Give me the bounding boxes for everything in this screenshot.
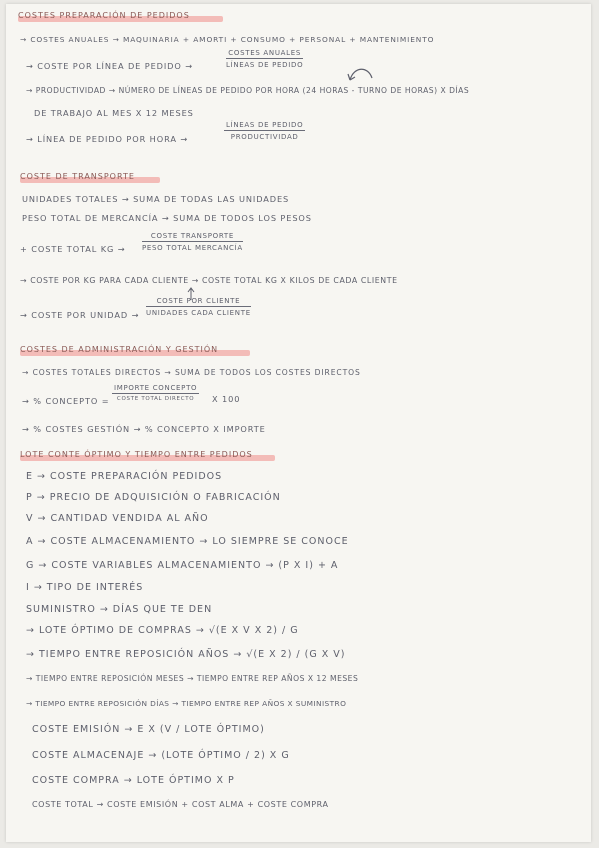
- curved-arrow-icon: [346, 64, 376, 84]
- note-line: + COSTE TOTAL KG →: [20, 244, 126, 254]
- fraction-numerator: COSTE TRANSPORTE: [142, 232, 243, 242]
- note-line: → COSTE POR UNIDAD →: [20, 310, 140, 320]
- note-line: → LOTE ÓPTIMO DE COMPRAS → √(E X V X 2) / G: [26, 625, 299, 636]
- note-line: COSTE ALMACENAJE → (LOTE ÓPTIMO / 2) X G: [32, 750, 290, 761]
- note-line: X 100: [212, 394, 241, 404]
- note-line: PESO TOTAL DE MERCANCÍA → SUMA DE TODOS LOS PESOS: [22, 213, 312, 223]
- note-line: → TIEMPO ENTRE REPOSICIÓN DÍAS → TIEMPO ENTRE REP AÑOS X SUMINISTRO: [26, 699, 347, 708]
- fraction-numerator: COSTE POR CLIENTE: [146, 297, 251, 307]
- fraction-numerator: LÍNEAS DE PEDIDO: [226, 121, 304, 129]
- note-line: COSTE TOTAL → COSTE EMISIÓN + COST ALMA + COSTE COMPRA: [32, 800, 329, 809]
- section-heading-administracion: COSTES DE ADMINISTRACIÓN Y GESTIÓN: [20, 345, 219, 354]
- fraction-coste-total-kg: [142, 232, 243, 252]
- note-line: E → COSTE PREPARACIÓN PEDIDOS: [26, 471, 223, 482]
- note-line: → COSTES ANUALES → MAQUINARIA + AMORTI + CONSUMO + PERSONAL + MANTENIMIENTO: [20, 35, 435, 44]
- fraction-denominator: COSTE TOTAL DIRECTO: [116, 396, 195, 402]
- note-line: → % COSTES GESTIÓN → % CONCEPTO X IMPORTE: [22, 424, 266, 434]
- note-line: P → PRECIO DE ADQUISICIÓN O FABRICACIÓN: [26, 492, 281, 503]
- fraction-coste-por-unidad: [146, 297, 251, 317]
- note-line: DE TRABAJO AL MES X 12 MESES: [34, 108, 194, 118]
- note-line: I → TIPO DE INTERÉS: [26, 582, 144, 593]
- note-line: → TIEMPO ENTRE REPOSICIÓN MESES → TIEMPO ENTRE REP AÑOS X 12 MESES: [26, 674, 359, 683]
- section-heading-lote-optimo: LOTE CONTE ÓPTIMO Y TIEMPO ENTRE PEDIDOS: [20, 450, 253, 459]
- section-heading-preparacion: COSTES PREPARACIÓN DE PEDIDOS: [18, 11, 190, 20]
- note-line: SUMINISTRO → DÍAS QUE TE DEN: [26, 604, 213, 615]
- fraction-linea-por-hora: [224, 121, 305, 141]
- note-line: G → COSTE VARIABLES ALMACENAMIENTO → (P X I) + A: [26, 560, 339, 571]
- handwritten-notes-page: [6, 4, 591, 842]
- fraction-numerator: COSTES ANUALES: [226, 49, 303, 59]
- note-line: → COSTE POR LÍNEA DE PEDIDO →: [26, 61, 193, 71]
- note-line: COSTE COMPRA → LOTE ÓPTIMO X P: [32, 775, 235, 786]
- note-line: UNIDADES TOTALES → SUMA DE TODAS LAS UNIDADES: [22, 194, 290, 204]
- fraction-numerator: IMPORTE CONCEPTO: [114, 384, 198, 392]
- fraction-denominator: LÍNEAS DE PEDIDO: [226, 61, 304, 69]
- note-line: A → COSTE ALMACENAMIENTO → LO SIEMPRE SE CONOCE: [26, 536, 349, 547]
- fraction-denominator: UNIDADES CADA CLIENTE: [146, 309, 251, 317]
- note-line: V → CANTIDAD VENDIDA AL AÑO: [26, 513, 209, 524]
- note-line: → COSTES TOTALES DIRECTOS → SUMA DE TODOS LOS COSTES DIRECTOS: [22, 368, 361, 377]
- note-line: COSTE EMISIÓN → E X (V / LOTE ÓPTIMO): [32, 724, 265, 735]
- note-line: → COSTE POR KG PARA CADA CLIENTE → COSTE TOTAL KG X KILOS DE CADA CLIENTE: [20, 276, 398, 285]
- note-line: → % CONCEPTO =: [22, 396, 110, 406]
- note-line: → LÍNEA DE PEDIDO POR HORA →: [26, 134, 189, 144]
- fraction-denominator: PESO TOTAL MERCANCÍA: [142, 244, 243, 252]
- note-line: → TIEMPO ENTRE REPOSICIÓN AÑOS → √(E X 2) / (G X V): [26, 649, 346, 660]
- fraction-denominator: PRODUCTIVIDAD: [230, 133, 299, 141]
- section-heading-transporte: COSTE DE TRANSPORTE: [20, 172, 135, 181]
- fraction-coste-por-linea: [226, 49, 303, 69]
- note-line: → PRODUCTIVIDAD → NÚMERO DE LÍNEAS DE PEDIDO POR HORA (24 HORAS - TURNO DE HORAS) X DÍAS: [26, 86, 470, 95]
- fraction-porcentaje-concepto: [112, 384, 199, 402]
